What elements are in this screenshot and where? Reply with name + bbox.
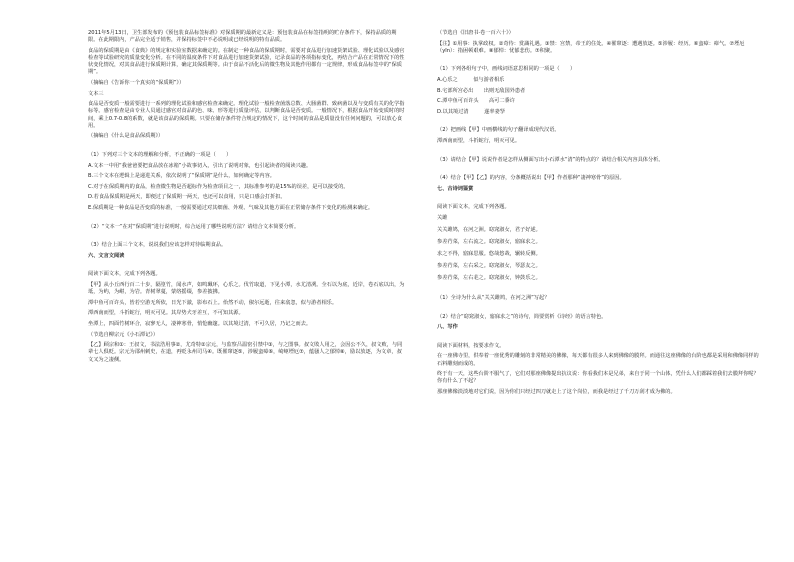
- poem-line: 关关雎鸠，在河之洲。窈窕淑女，君子好逑。: [437, 226, 541, 233]
- paragraph-2: 食品的保质期是由《食典》的规定和实验室数据来确定的。在制定一种食品的保质期时，需要对食品进行加速货架试验、理化试验以及感官检查等试验研究的质量变化分析。在不同的温度条件下对食品进行加速货架试验，记录食品的各项指标变化，再结合产品在正常情况下的性状变化情况，对其食品进行保质期计算，确定其保质期等。由于食品不活化后的微生物及其他作用都有一定规律，形成食品标签中的“保质期”。: [88, 47, 405, 76]
- poetry-question-2: （2）结合“窈窕淑女，寤寐求之”的诗句，简要赏析《诗经》的语言特色。: [437, 313, 607, 320]
- poetry-question-1: （1）全诗为什么从“关关雎鸠，在河之洲”写起？: [437, 294, 550, 301]
- writing-material-3: 那座佛像淡淡地对它们说，因为你们只经过四刀就走上了这个岗位，而我是经过了千刀万刮才成为佛的。: [437, 388, 676, 395]
- poem: [437, 215, 759, 282]
- intro-paragraph: 2011年5月13日，卫生部发布的《预包装食品标签标准》对保质期的最新定义是：预包装食品在标签指明的贮存条件下，保持品质的期限。在此期限内，产品完全适于销售，并保持标签中不必说明或已经说明的特有品质。: [88, 30, 397, 44]
- annotations: 【注】①用事：执掌政权。②奇待：赏識礼遇。③禁：宫禁，帝王的住处。④罹窜逐：遭遇放逐。⑤涉履：经历。⑥蛮瘴：瘴气。⑦堙厄（yīn）：指困顿艰难。⑧郁悼：忧郁悲伤。⑦积聚。: [437, 40, 745, 54]
- option-b: B.三个文本在逻辑上是递进关系，依次说明了“保质期”是什么，如何确定等内容。: [88, 173, 275, 180]
- passage-jia-2: 潭中鱼可百许头，皆若空游无所依，日光下澈，影布石上。佁然不动，俶尔远逝，往来翕忽，似与游者相乐。: [88, 299, 338, 306]
- classical-question-4: （4）结合【甲】【乙】的内容，分条概括说出【甲】作者那种“凄神寒骨”的原因。: [437, 175, 625, 182]
- poem-line: 参差荇菜，左右采之。窈窕淑女，琴瑟友之。: [437, 262, 541, 269]
- passage-jia-4: 坐潭上，四面竹树环合，寂寥无人，凄神寒骨，悄怆幽邃。以其境过清，不可久居，乃记之而去。: [88, 320, 312, 327]
- question-3: （3）结合上面三个文本，说说我们应该怎样对待临期食品。: [88, 242, 227, 249]
- left-column: [88, 30, 406, 367]
- classical-option-d: D.以其境过清 遂率妻孥: [437, 108, 505, 115]
- question-2: （2）“文本一”在对“保质期”进行说明时，综合运用了哪些说明方法？请结合文本简要分析。: [88, 223, 300, 230]
- classical-question-3: （3）请结合【甲】说说作者是怎样从侧面写出小石潭水“清”的特点的？请结合相关内容具体分析。: [437, 156, 664, 163]
- poem-line: 参差荇菜，左右芼之。窈窕淑女，钟鼓乐之。: [437, 274, 541, 281]
- section-7-heading: 七、古诗词鉴赏: [437, 185, 474, 192]
- text-3-heading: 文本三: [88, 90, 104, 97]
- passage-jia-source: （节选自柳宗元《小石潭记》）: [88, 331, 159, 338]
- option-e: E.保质期是一种食品是否变质的标准，一般需要通过对其细菌、外观、气味及其他方面在正常储存条件下变化的检测来确定。: [88, 204, 374, 211]
- right-column: [437, 30, 759, 399]
- option-d: D.若食品保质期是两天，即便过了保质期一两天，也还可以食用，只是口感会打折扣。: [88, 194, 286, 201]
- translate-sentence: 潭西南而望，斗折蛇行，明灭可见。: [437, 137, 521, 144]
- poem-line: 求之不得，寤寐思服。悠哉悠哉，辗转反侧。: [437, 250, 541, 257]
- classical-question-1: （1）下列各组句子中，画线词语意思相同的一项是（ ）: [437, 66, 576, 73]
- classical-option-b: B.宅部所宫必出 出则无敌国外患者: [437, 87, 526, 94]
- section-6-heading: 六、文言文阅读: [88, 252, 125, 259]
- passage-yi: 【乙】顾宗和①：王叔文，书法浩用事②，尤奇特②宗元，与监察吕温密引禁中③，与之图事。叔文敗人用之，会因公不久，叔文败，与同辈七人俱贬。宗元为邵州刺史，在道，再贬永州司马④。既罹窜逐⑤，涉履蛮瘴⑥，崎岖堙厄⑦，蕴骚人之郁悼⑧，励以放逐，为文章，叔文又为之凄侧。: [88, 342, 403, 363]
- option-a: A.文本一中用“我爸爸要把食品放在冰箱”小故事切入，引出了说明对象，也引起读者的阅读兴趣。: [88, 162, 312, 169]
- paragraph-3: 食品是否变质一般需要进行一系列的理化试验和感官检查来确定。理化试验一般检查菌落总数、大肠菌群、致病菌以及与变质有关的化学指标等。感官检查是由专业人员通过感官对食品的色、味、形等进行质量评估，以判断食品是否变质。一般情况下，根据食品开始变质时的时间，乘上0.7-0.8的系数，就是该食品的保质期。只要在储存条件符合规定的情况下，这个时间的食品是质量没有任何问题的，可以放心食用。: [88, 101, 405, 129]
- classical-option-a: A.心乐之 似与游者相乐: [437, 76, 505, 83]
- writing-material-2: 终于有一天，这些台阶不服气了，它们对那座佛像提出抗议说：你看我们本是兄弟，来自于同一个山体，凭什么人们都踩着我们去膜拜你呢？你有什么了不起？: [437, 371, 759, 385]
- source-note-2: （摘编自《什么是食品保质期》）: [88, 133, 164, 140]
- writing-material-1: 在一座佛寺里，供奉着一座优秀的雕刻的非常精美的佛像，每天都有很多人来到佛像的膜拜。而通往这座佛像的台阶也都是采用和佛像同样的石料雕刻而成的。: [437, 353, 759, 367]
- question-1: （1）下列对三个文本的理解和分析，不正确的一项是（ ）: [88, 151, 232, 158]
- poem-title: 关雎: [437, 214, 448, 221]
- poetry-instruction: 阅读下面文本，完成下列各题。: [437, 204, 510, 211]
- option-c: C.对于在保质期内的食品，检查微生物是否超标作为检查项目之一，其标准参考的是15%的误差，是可以接受的。: [88, 183, 349, 190]
- writing-instruction: 阅读下面材料，按要求作文。: [437, 342, 505, 349]
- passage-jia-1: 【甲】从小丘西行百二十步，隔篁竹，闻水声，如鸣珮环，心乐之。伐竹取道，下见小潭，水尤清冽。全石以为底，近岸，卷石底以出，为坻，为屿，为嵁，为岩。青树翠蔓，蒙络摇缀，参差披拂。: [88, 281, 405, 296]
- source-note-1: （摘编自《告诉你一个真实的“保质期”》）: [88, 80, 185, 86]
- classical-question-2: （2）把画线【甲】中画横线的句子翻译成现代汉语。: [437, 127, 560, 134]
- section-8-heading: 八、写作: [437, 324, 458, 331]
- source-top: （节选自《旧唐书·卷一百六十》）: [437, 30, 514, 36]
- poem-line: 参差荇菜，左右流之。窈窕淑女，寤寐求之。: [437, 238, 541, 245]
- classical-option-c: C.潭中鱼可百许头 高可二黍许: [437, 98, 515, 105]
- read-instruction: 阅读下面文本，完成下列各题。: [88, 271, 161, 278]
- passage-jia-3: 潭西南而望，斗折蛇行，明灭可见。其岸势犬牙差互，不可知其源。: [88, 310, 244, 317]
